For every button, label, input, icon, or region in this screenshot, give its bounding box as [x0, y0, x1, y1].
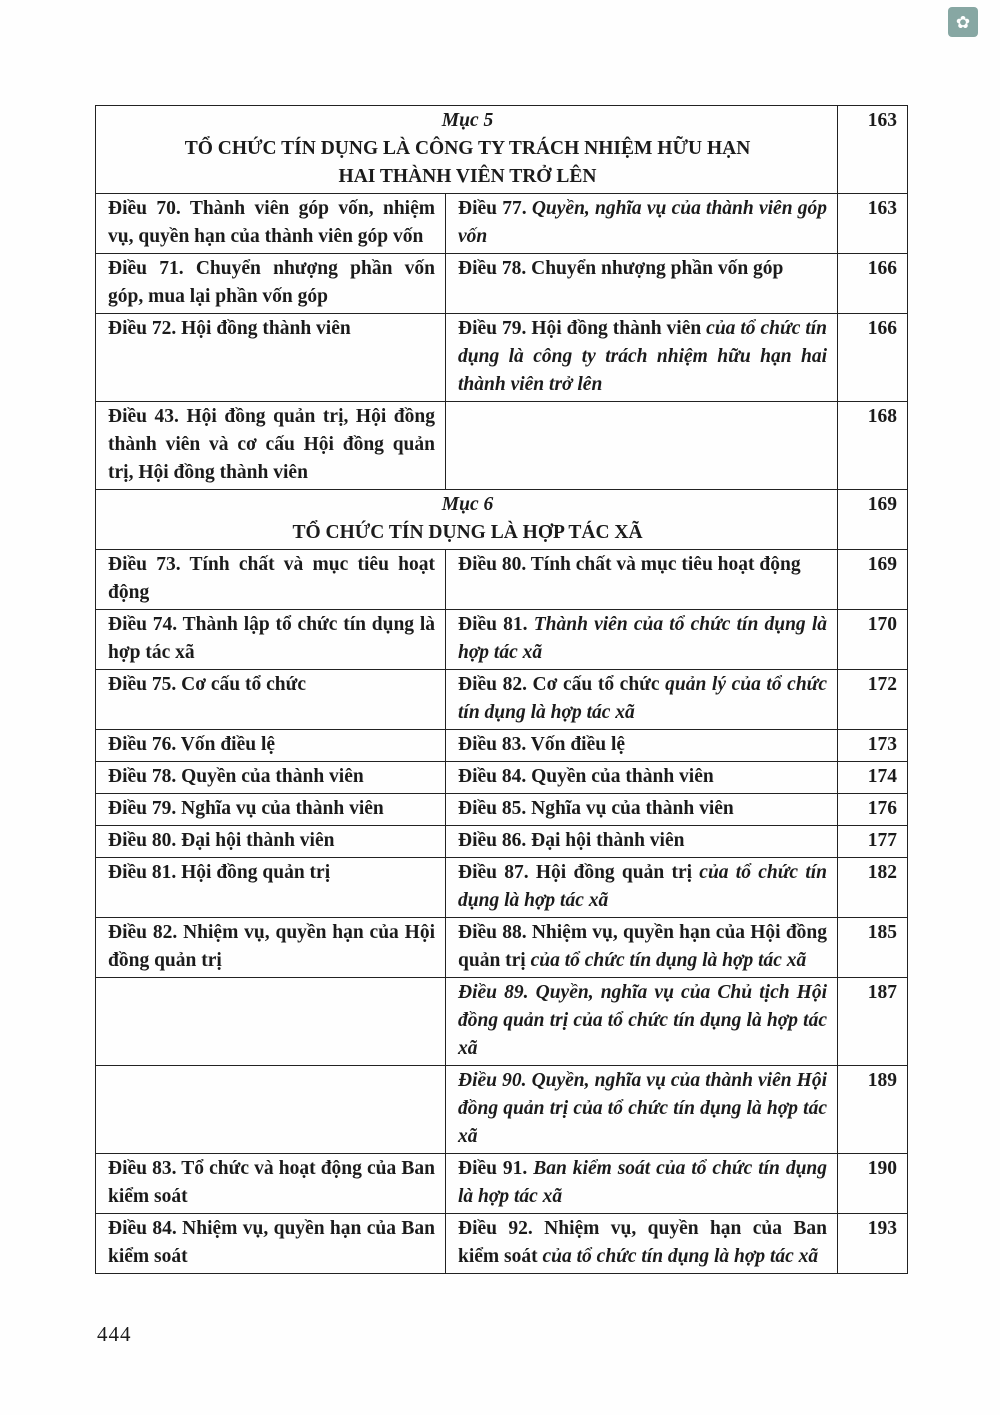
entry-text: Điều 79. Hội đồng thành viên — [458, 318, 707, 339]
table-row — [96, 978, 908, 1066]
old-law-cell — [96, 826, 446, 858]
new-law-cell — [446, 314, 838, 402]
table-row — [96, 1154, 908, 1214]
page-number-cell: 189 — [838, 1066, 908, 1154]
old-law-cell — [96, 314, 446, 402]
entry-text: Điều 88. Nhiệm vụ, quyền hạn của Hội đồng quản trị — [458, 922, 828, 971]
entry-text: Điều 73. Tính chất và mục tiêu hoạt động — [108, 554, 435, 603]
old-law-cell — [96, 978, 446, 1066]
table-row — [96, 610, 908, 670]
entry-text: Điều 72. Hội đồng thành viên — [108, 318, 351, 339]
entry-text: của tổ chức tín dụng là hợp tác xã — [542, 1246, 819, 1267]
entry-text: Thành viên của tổ chức tín dụng là hợp tác xã — [458, 614, 828, 663]
old-law-cell — [96, 794, 446, 826]
new-law-cell — [446, 402, 838, 490]
entry-text: Điều 89. — [458, 982, 536, 1003]
new-law-cell — [446, 918, 838, 978]
old-law-cell — [96, 1214, 446, 1274]
entry-text: Điều 86. Đại hội thành viên — [458, 830, 685, 851]
entry-text: Điều 76. Vốn điều lệ — [108, 734, 276, 755]
new-law-cell — [446, 254, 838, 314]
entry-text: của tổ chức tín dụng là hợp tác xã — [530, 950, 807, 971]
entry-text: Điều 83. Tổ chức và hoạt động của Ban kiểm soát — [108, 1158, 435, 1207]
old-law-cell — [96, 402, 446, 490]
old-law-cell — [96, 550, 446, 610]
old-law-cell — [96, 730, 446, 762]
section-header-line: TỔ CHỨC TÍN DỤNG LÀ HỢP TÁC XÃ — [292, 522, 643, 543]
new-law-cell — [446, 550, 838, 610]
table-row — [96, 1214, 908, 1274]
table-row — [96, 918, 908, 978]
entry-text: Điều 81. Hội đồng quản trị — [108, 862, 331, 883]
old-law-cell — [96, 254, 446, 314]
table-row — [96, 762, 908, 794]
page-number-cell: 193 — [838, 1214, 908, 1274]
new-law-cell — [446, 978, 838, 1066]
table-row — [96, 670, 908, 730]
table-row — [96, 858, 908, 918]
toc-comparison-table — [95, 105, 908, 1274]
section-header-line: HAI THÀNH VIÊN TRỞ LÊN — [338, 166, 597, 187]
new-law-cell — [446, 762, 838, 794]
old-law-cell — [96, 610, 446, 670]
entry-text: Điều 81. — [458, 614, 534, 635]
old-law-cell — [96, 194, 446, 254]
page-number-cell: 163 — [838, 106, 908, 194]
entry-text: Điều 80. Tính chất và mục tiêu hoạt động — [458, 554, 801, 575]
entry-text: của tổ chức tín dụng là công ty trách nhiệm hữu hạn hai thành viên trở lên — [458, 318, 828, 395]
page-number-cell: 168 — [838, 402, 908, 490]
page-number-cell: 166 — [838, 254, 908, 314]
new-law-cell — [446, 858, 838, 918]
entry-text: Điều 78. Chuyển nhượng phần vốn góp — [458, 258, 784, 279]
section-header-line: Mục 5 — [441, 110, 494, 131]
page-number-cell: 170 — [838, 610, 908, 670]
page-number-cell: 166 — [838, 314, 908, 402]
book-page-number: 444 — [97, 1322, 132, 1346]
page-number-cell: 176 — [838, 794, 908, 826]
entry-text: Quyền, nghĩa vụ của thành viên Hội đồng quản trị của tổ chức tín dụng là hợp tác xã — [458, 1070, 828, 1147]
table-row — [96, 794, 908, 826]
table-row — [96, 1066, 908, 1154]
new-law-cell — [446, 610, 838, 670]
entry-text: Điều 92. Nhiệm vụ, quyền hạn của Ban kiểm soát — [458, 1218, 828, 1267]
table-row — [96, 106, 908, 194]
table-row — [96, 826, 908, 858]
page-number-cell: 185 — [838, 918, 908, 978]
old-law-cell — [96, 918, 446, 978]
entry-text: Điều 78. Quyền của thành viên — [108, 766, 364, 787]
entry-text: Điều 70. Thành viên góp vốn, nhiệm vụ, quyền hạn của thành viên góp vốn — [108, 198, 435, 247]
entry-text: của tổ chức tín dụng là hợp tác xã — [458, 862, 828, 911]
section-header-cell — [96, 106, 838, 194]
page-number-cell: 174 — [838, 762, 908, 794]
table-row — [96, 550, 908, 610]
entry-text: Điều 84. Quyền của thành viên — [458, 766, 714, 787]
page-number-cell: 173 — [838, 730, 908, 762]
section-header-line: Mục 6 — [441, 494, 494, 515]
entry-text: Điều 85. Nghĩa vụ của thành viên — [458, 798, 734, 819]
table-row — [96, 254, 908, 314]
page-number-cell: 190 — [838, 1154, 908, 1214]
new-law-cell — [446, 670, 838, 730]
old-law-cell — [96, 670, 446, 730]
new-law-cell — [446, 1214, 838, 1274]
entry-text: Điều 79. Nghĩa vụ của thành viên — [108, 798, 384, 819]
table-row — [96, 194, 908, 254]
new-law-cell — [446, 730, 838, 762]
entry-text: Ban kiểm soát của tổ chức tín dụng là hợp tác xã — [458, 1158, 828, 1207]
entry-text: Điều 82. Nhiệm vụ, quyền hạn của Hội đồng quản trị — [108, 922, 435, 971]
entry-text: Điều 74. Thành lập tổ chức tín dụng là hợp tác xã — [108, 614, 435, 663]
new-law-cell — [446, 1066, 838, 1154]
page-number-cell: 169 — [838, 550, 908, 610]
entry-text: Điều 83. Vốn điều lệ — [458, 734, 626, 755]
page-number-cell: 182 — [838, 858, 908, 918]
new-law-cell — [446, 1154, 838, 1214]
flower-icon: ✿ — [948, 7, 978, 37]
entry-text: Quyền, nghĩa vụ của Chủ tịch Hội đồng quản trị của tổ chức tín dụng là hợp tác xã — [458, 982, 828, 1059]
old-law-cell — [96, 858, 446, 918]
new-law-cell — [446, 194, 838, 254]
toc-table-body — [96, 106, 908, 1274]
new-law-cell — [446, 794, 838, 826]
old-law-cell — [96, 762, 446, 794]
page-number-cell: 177 — [838, 826, 908, 858]
entry-text: Điều 87. Hội đồng quản trị — [458, 862, 700, 883]
entry-text: Điều 90. — [458, 1070, 532, 1091]
entry-text: Điều 75. Cơ cấu tổ chức — [108, 674, 306, 695]
table-row — [96, 314, 908, 402]
entry-text: quản lý của tổ chức tín dụng là hợp tác xã — [458, 674, 828, 723]
entry-text: Điều 84. Nhiệm vụ, quyền hạn của Ban kiểm soát — [108, 1218, 435, 1267]
entry-text: Điều 71. Chuyển nhượng phần vốn góp, mua lại phần vốn góp — [108, 258, 435, 307]
page-number-cell: 169 — [838, 490, 908, 550]
entry-text: Điều 80. Đại hội thành viên — [108, 830, 335, 851]
table-row — [96, 730, 908, 762]
entry-text: Điều 82. Cơ cấu tổ chức — [458, 674, 666, 695]
page-number-cell: 163 — [838, 194, 908, 254]
page-number-cell: 172 — [838, 670, 908, 730]
table-row — [96, 490, 908, 550]
page-number-cell: 187 — [838, 978, 908, 1066]
table-row — [96, 402, 908, 490]
entry-text: Điều 77. — [458, 198, 532, 219]
section-header-cell — [96, 490, 838, 550]
entry-text: Điều 91. — [458, 1158, 534, 1179]
section-header-line: TỔ CHỨC TÍN DỤNG LÀ CÔNG TY TRÁCH NHIỆM HỮU HẠN — [184, 138, 751, 159]
entry-text: Điều 43. Hội đồng quản trị, Hội đồng thành viên và cơ cấu Hội đồng quản trị, Hội đồng thành viên — [108, 406, 435, 483]
old-law-cell — [96, 1066, 446, 1154]
entry-text: Quyền, nghĩa vụ của thành viên góp vốn — [458, 198, 828, 247]
old-law-cell — [96, 1154, 446, 1214]
new-law-cell — [446, 826, 838, 858]
